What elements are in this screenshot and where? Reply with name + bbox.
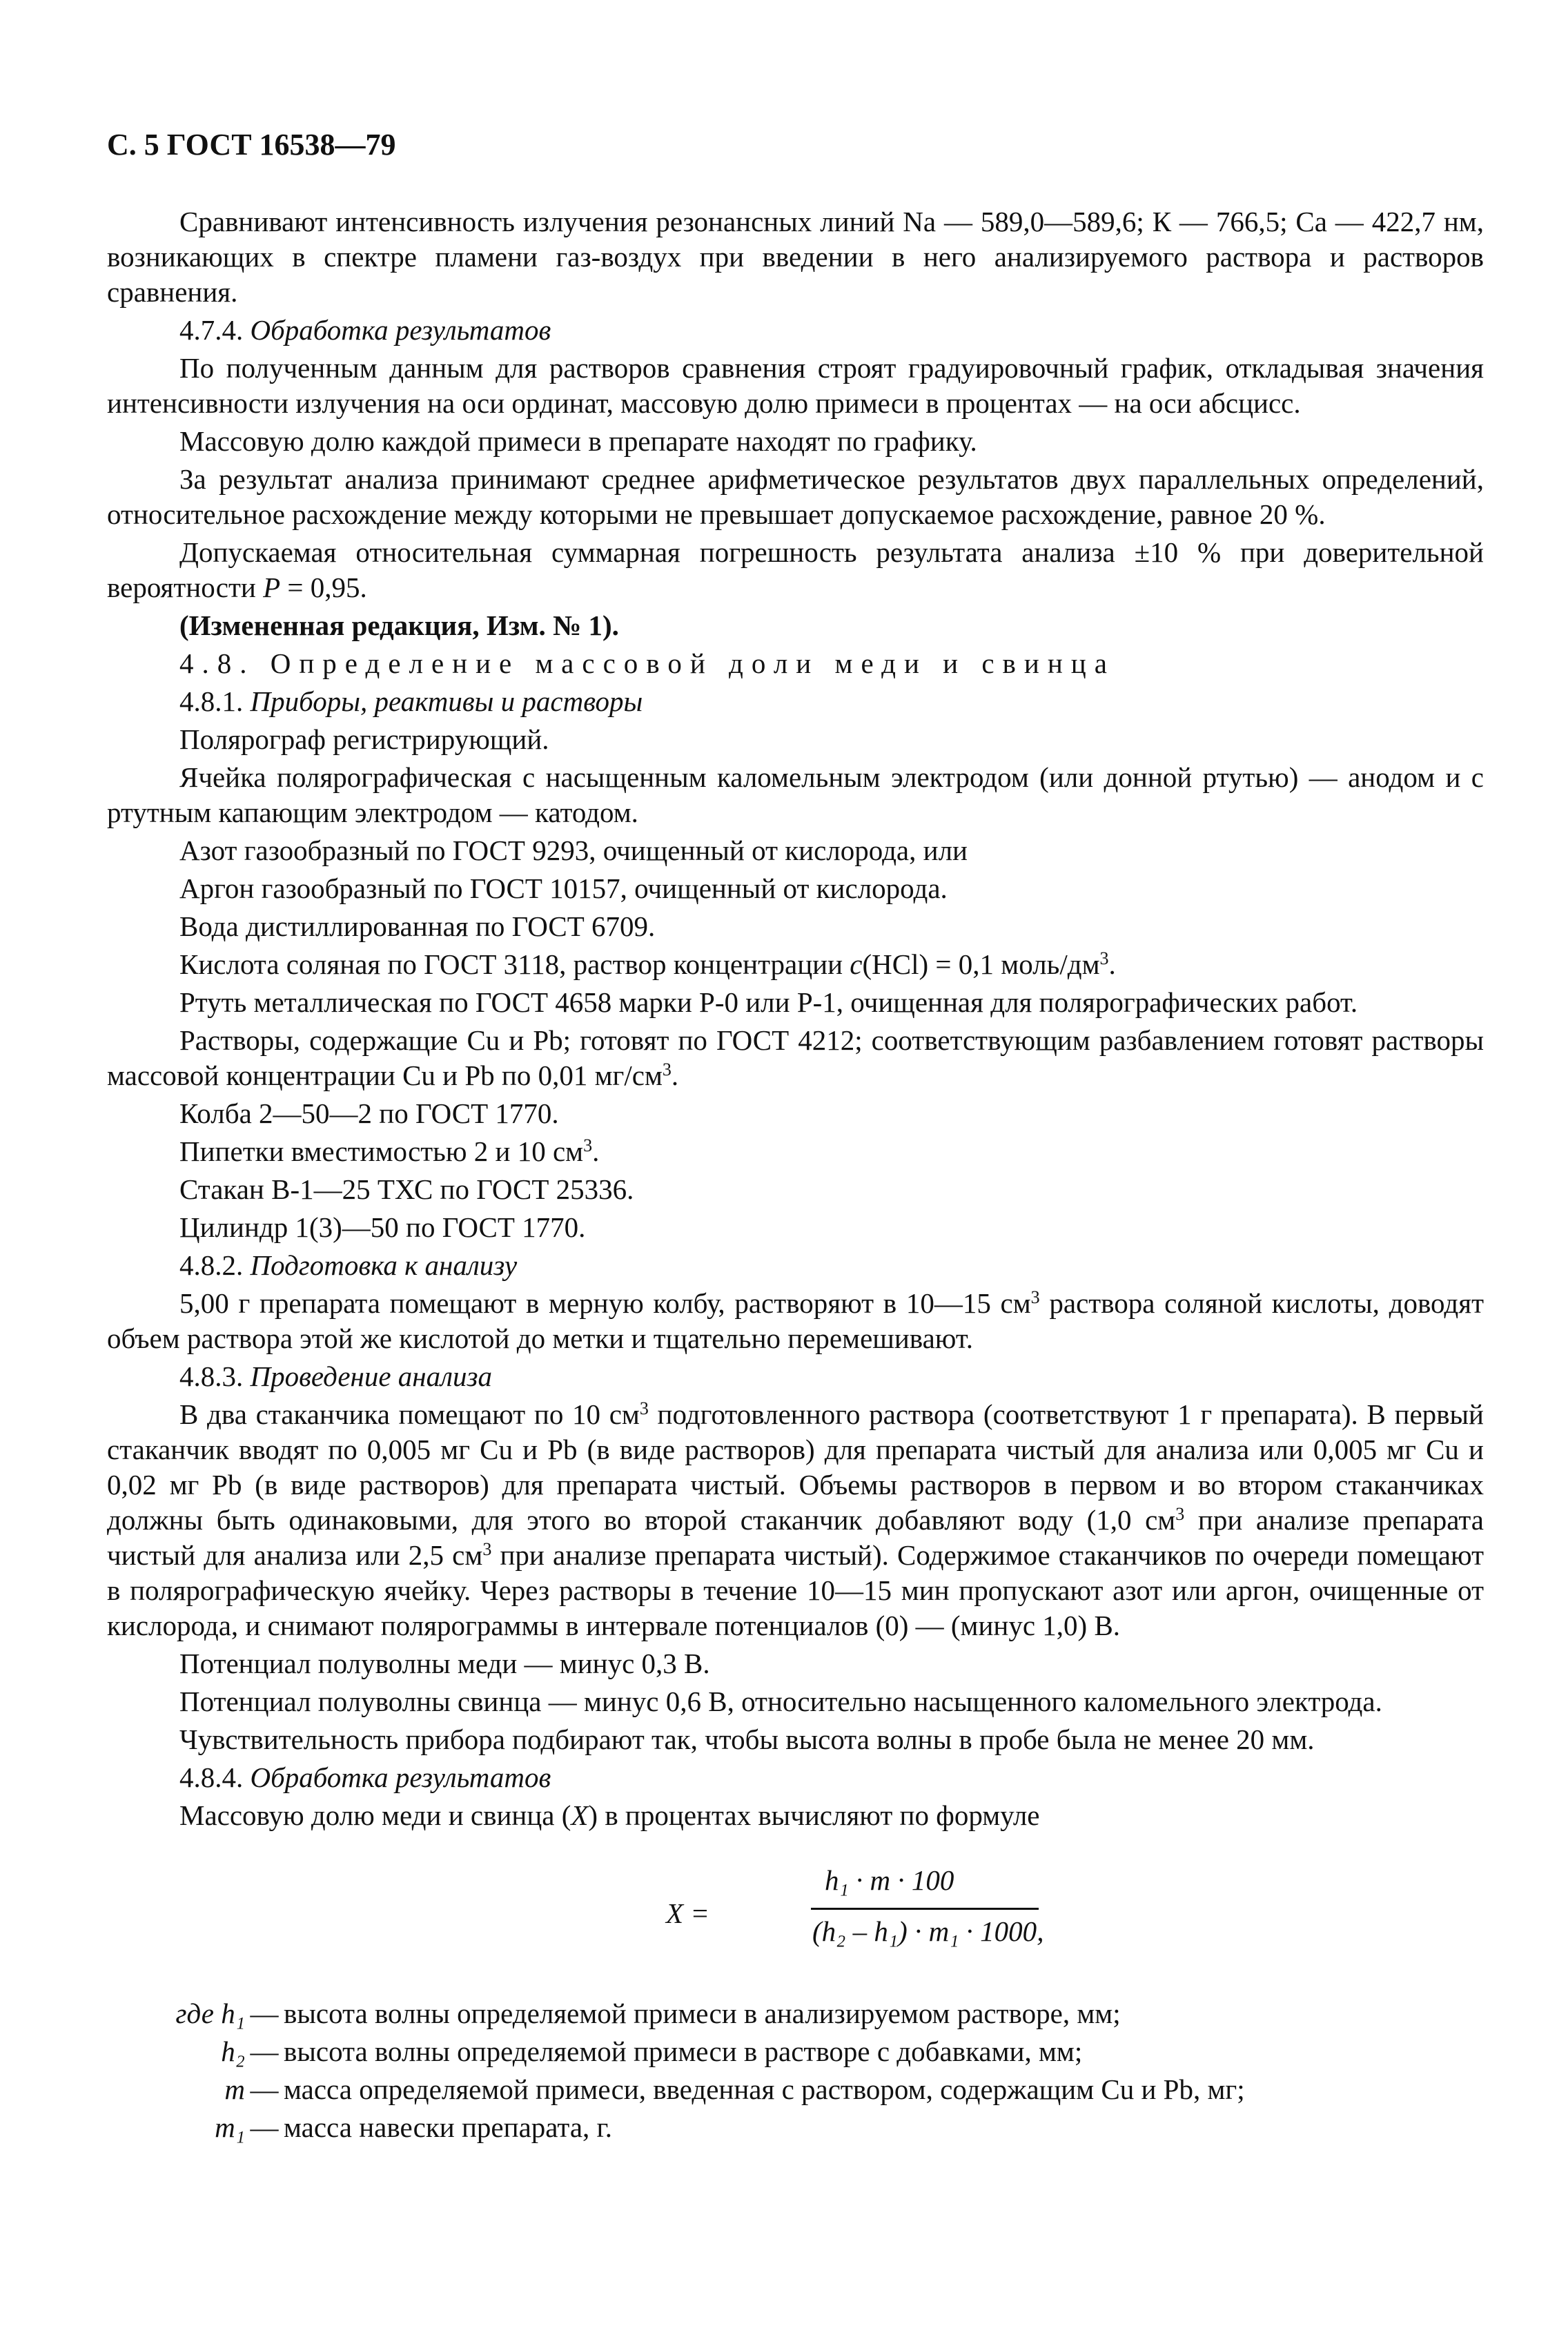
math-var: X	[571, 1799, 589, 1831]
section-4-8-4	[107, 1760, 1484, 1795]
paragraph	[107, 1023, 1484, 1093]
denominator-text: (h₂ – h₁) · m₁ · 1000	[812, 1915, 1037, 1947]
definition-text: высота волны определяемой примеси в растворе с добавками, мм;	[284, 2035, 1083, 2067]
variable-definitions	[107, 1996, 1484, 2145]
definition-text: высота волны определяемой примеси в анализируемом растворе, мм;	[284, 1997, 1121, 2029]
paragraph: Стакан В-1—25 ТХС по ГОСТ 25336.	[179, 1173, 634, 1205]
paragraph	[107, 1798, 1484, 1833]
definition-row	[107, 2110, 1484, 2145]
definition-dash: —	[250, 1997, 279, 2029]
definition-dash: —	[250, 2035, 279, 2067]
paragraph: Ртуть металлическая по ГОСТ 4658 марки Р-0 или Р-1, очищенная для полярографических работ.	[179, 986, 1358, 1018]
paragraph	[107, 535, 1484, 605]
definition-text: масса определяемой примеси, введенная с раствором, содержащим Cu и Pb, мг;	[284, 2073, 1245, 2105]
section-4-7-4	[107, 313, 1484, 348]
formula-denominator	[812, 1915, 1043, 1948]
math-var: c	[850, 948, 863, 980]
paragraph: Цилиндр 1(3)—50 по ГОСТ 1770.	[179, 1211, 586, 1243]
paragraph	[107, 1134, 1484, 1169]
superscript: 3	[662, 1059, 672, 1079]
text-run: Кислота соляная по ГОСТ 3118, раствор концентрации	[179, 948, 843, 980]
section-number: 4.8.2.	[179, 1249, 244, 1281]
paragraph: Полярограф регистрирующий.	[179, 723, 549, 755]
formula	[107, 1854, 1484, 1978]
text-run: (HCl) = 0,1 моль/дм	[862, 948, 1100, 980]
section-number: 4.8.1.	[179, 685, 244, 717]
section-title: Подготовка к анализу	[250, 1249, 518, 1281]
paragraph: Ячейка полярографическая с насыщенным каломельным электродом (или донной ртутью) — анодом и с ртутным капающим электродом — катодом.	[107, 761, 1484, 828]
text-run: Массовую долю меди и свинца (	[179, 1799, 571, 1831]
superscript: 3	[1099, 948, 1109, 968]
section-4-8-2	[107, 1248, 1484, 1283]
formula-lhs: X =	[666, 1897, 709, 1929]
section-4-8-1	[107, 684, 1484, 719]
amendment-note: (Измененная редакция, Изм. № 1).	[179, 609, 619, 641]
paragraph	[107, 1397, 1484, 1643]
text-run: .	[592, 1135, 600, 1167]
section-4-8-3	[107, 1359, 1484, 1394]
superscript: 3	[482, 1539, 492, 1559]
paragraph: Азот газообразный по ГОСТ 9293, очищенный от кислорода, или	[179, 834, 968, 866]
fraction-bar	[811, 1908, 1039, 1910]
math-var: P	[263, 571, 281, 603]
paragraph: Аргон газообразный по ГОСТ 10157, очищенный от кислорода.	[179, 872, 948, 904]
paragraph: Сравнивают интенсивность излучения резонансных линий Na — 589,0—589,6; К — 766,5; Ca — 422,7 нм, возникающих в спектре пламени газ-воздух при введении в него анализируемого раствора и растворов сравнения.	[107, 206, 1484, 308]
definition-symbol: h₂	[221, 2035, 245, 2067]
section-title: Обработка результатов	[250, 1761, 551, 1793]
paragraph: Чувствительность прибора подбирают так, чтобы высота волны в пробе была не менее 20 мм.	[179, 1723, 1315, 1755]
paragraph	[107, 1286, 1484, 1356]
text-run: ) в процентах вычисляют по формуле	[588, 1799, 1040, 1831]
section-number: 4.7.4.	[179, 314, 244, 346]
superscript: 3	[1175, 1504, 1185, 1524]
definition-row	[107, 1996, 1484, 2031]
text-run: при анализе препарата чистый для анализа или 2,5 см	[107, 1504, 1484, 1571]
text-run: при анализе препарата чистый). Содержимое стаканчиков по очереди помещают в полярографическую ячейку. Через растворы в течение 10—15 мин пропускают азот или аргон, очищенные от кислорода, и снимают полярограммы в интервале потенциалов (0) — (минус 1,0) В.	[107, 1539, 1484, 1641]
text-run: Допускаемая относительная суммарная погрешность результата анализа ±10 % при доверительной вероятности	[107, 536, 1484, 603]
text-run: .	[1108, 948, 1116, 980]
text-run: 5,00 г препарата помещают в мерную колбу, растворяют в 10—15 см	[179, 1287, 1031, 1319]
text-run: Пипетки вместимостью 2 и 10 см	[179, 1135, 584, 1167]
section-number: 4.8.4.	[179, 1761, 244, 1793]
definition-row	[107, 2072, 1484, 2107]
paragraph: Потенциал полуволны меди — минус 0,3 В.	[179, 1648, 710, 1679]
paragraph: Потенциал полуволны свинца — минус 0,6 В, относительно насыщенного каломельного электрода.	[179, 1686, 1382, 1717]
section-title: Приборы, реактивы и растворы	[250, 685, 643, 717]
paragraph	[107, 947, 1484, 982]
definition-symbol: m₁	[215, 2111, 245, 2143]
paragraph: За результат анализа принимают среднее арифметическое результатов двух параллельных определений, относительное расхождение между которыми не превышает допускаемое расхождение, равное 20 %.	[107, 463, 1484, 530]
definition-text: масса навески препарата, г.	[284, 2111, 612, 2143]
definition-dash: —	[250, 2073, 279, 2105]
page-header: С. 5 ГОСТ 16538—79	[107, 128, 396, 162]
section-number: 4.8.3.	[179, 1360, 244, 1392]
definition-symbol: m	[224, 2073, 245, 2105]
superscript: 3	[583, 1135, 593, 1155]
definition-symbol: где h₁	[175, 1997, 245, 2029]
formula-trailing-comma: ,	[1037, 1915, 1044, 1947]
paragraph: Вода дистиллированная по ГОСТ 6709.	[179, 910, 656, 942]
superscript: 3	[1030, 1287, 1040, 1307]
paragraph: По полученным данным для растворов сравнения строят градуировочный график, откладывая значения интенсивности излучения на оси ординат, массовую долю примеси в процентах — на оси абсцисс.	[107, 352, 1484, 419]
text-run: В два стаканчика помещают по 10 см	[179, 1398, 640, 1430]
text-run: = 0,95.	[280, 571, 367, 603]
definition-dash: —	[250, 2111, 279, 2143]
text-run: раствора соляной кислоты, доводят объем раствора этой же кислотой до метки и тщательно перемешивают.	[107, 1287, 1484, 1354]
text-run: подготовленного раствора (соответствуют 1 г препарата). В первый стаканчик вводят по 0,005 мг Cu и Pb (в виде растворов) для препарата чистый для анализа или 0,005 мг Cu и 0,02 мг Pb (в виде растворов) для препарата чистый. Объемы растворов в первом и во втором стаканчиках должны быть одинаковыми, для этого во второй стаканчик добавляют воду (1,0 см	[107, 1398, 1484, 1536]
paragraph: Колба 2—50—2 по ГОСТ 1770.	[179, 1097, 559, 1129]
definition-row	[107, 2034, 1484, 2069]
superscript: 3	[639, 1398, 649, 1418]
section-title: Обработка результатов	[250, 314, 551, 346]
section-4-8-heading: 4.8. Определение массовой доли меди и свинца	[179, 647, 1115, 679]
text-run: .	[671, 1059, 679, 1091]
section-title: Проведение анализа	[250, 1360, 493, 1392]
paragraph: Массовую долю каждой примеси в препарате находят по графику.	[179, 425, 977, 457]
formula-numerator: h₁ · m · 100	[825, 1864, 954, 1896]
document-page	[107, 124, 1484, 2148]
text-run: Растворы, содержащие Cu и Pb; готовят по ГОСТ 4212; соответствующим разбавлением готовят растворы массовой концентрации Cu и Pb по 0,01 мг/см	[107, 1024, 1484, 1091]
document-body	[107, 204, 1484, 1833]
